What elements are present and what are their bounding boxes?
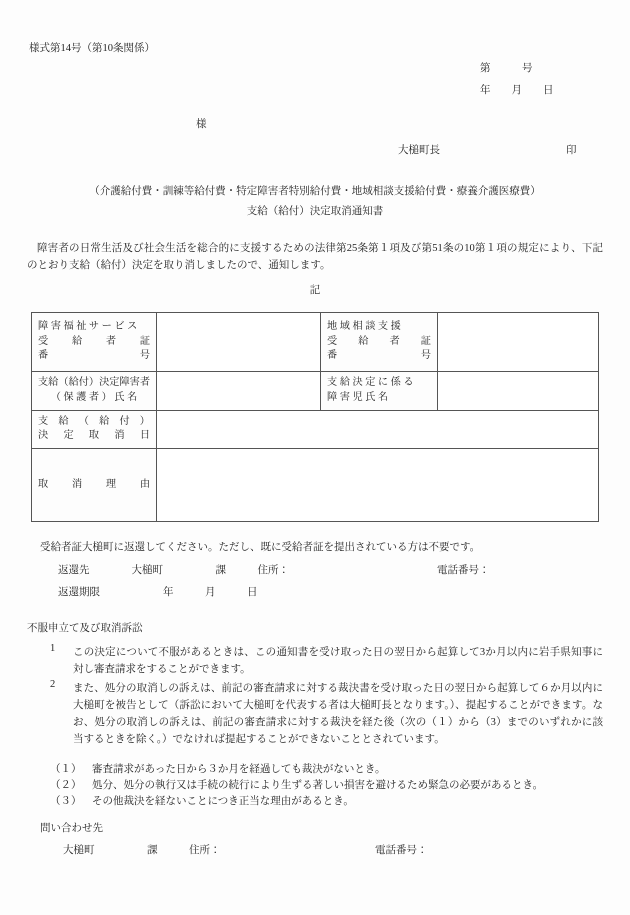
- appeal-sub-item-2: [50, 781, 543, 792]
- label-cancel-date-l2e: 日: [139, 430, 150, 442]
- ki-marker: 記: [309, 285, 321, 296]
- label-cancel-reason-d: 由: [139, 478, 150, 490]
- label-regional-cert-l3b: 号: [420, 350, 431, 362]
- appeal-sub-item-2-number: （２）: [50, 780, 82, 791]
- label-cancel-reason-a: 取: [38, 478, 49, 490]
- document-title-main: 支給（給付）決定取消通知書: [246, 206, 384, 217]
- cell-label-cancel-date: [32, 410, 157, 449]
- cell-label-child-name: [321, 372, 438, 411]
- label-regional-cert-l2a: 受: [327, 335, 338, 347]
- form-number: 様式第14号（第10条関係）: [29, 43, 155, 54]
- label-regional-cert-l2d: 証: [420, 335, 431, 347]
- appeal-section-heading: 不服申立て及び取消訴訟: [27, 623, 143, 634]
- return-notice-text: 受給者証大槌町に返還してください。ただし、既に受給者証を提出されている方は不要です。: [40, 542, 481, 553]
- label-service-cert-l2c: 者: [105, 335, 117, 347]
- appeal-sub-item-3: [50, 797, 354, 808]
- appeal-item-1-text: この決定について不服があるときは、この通知書を受け取った日の翌日から起算して3か月以内に岩手県知事に対し審査請求をすることができます。: [73, 647, 603, 675]
- label-cancel-date-l1d: 給: [99, 415, 110, 427]
- field-cancel-reason[interactable]: [157, 449, 599, 522]
- addressee-honorific: 様: [196, 119, 207, 130]
- label-cancel-date-l2c: 取: [88, 430, 100, 442]
- label-regional-cert-line1: 地 域 相 談 支 援: [327, 320, 401, 332]
- contact-phone-label: 電話番号：: [375, 845, 428, 856]
- appeal-sub-item-3-text: その他裁決を経ないことにつき正当な理由があるとき。: [92, 796, 354, 807]
- field-recipient-name[interactable]: [157, 372, 321, 411]
- label-cancel-date-l2b: 定: [63, 430, 74, 442]
- table-row: [32, 313, 599, 372]
- cell-label-service-cert: [32, 313, 157, 372]
- label-service-cert-l2a: 受: [38, 335, 49, 347]
- appeal-sub-item-1-text: 審査請求があった日から３か月を経過しても裁決がないとき。: [92, 764, 386, 775]
- label-cancel-date-l2a: 決: [38, 430, 49, 442]
- cell-label-regional-cert: [321, 313, 438, 372]
- appeal-item-2-text: また、処分の取消しの訴えは、前記の審査請求に対する裁決書を受け取った日の翌日から起算して６か月以内に大槌町を被告として（訴訟において大槌町を代表する者は大槌町長となります。）、提起することができます。なお、処分の取消しの訴えは、前記の審査請求に対する裁決を経た後（次の（１）から（3）までのいずれかに該当するときを除く。）でなければ提起することができないこととされています。: [73, 683, 603, 745]
- issuer-name: 大槌町長: [398, 145, 440, 156]
- document-title-subtypes: （介護給付費・訓練等給付費・特定障害者特別給付費・地域相談支援給付費・療養介護医療費）: [89, 186, 541, 197]
- label-recipient-name-line1: 支給（給付）決定障害者: [38, 377, 151, 388]
- field-service-cert-number[interactable]: [157, 313, 321, 372]
- table-row: [32, 410, 599, 449]
- label-cancel-reason-b: 消: [71, 478, 83, 490]
- label-cancel-date-l1a: 支: [38, 415, 49, 427]
- label-regional-cert-l2b: 給: [358, 335, 369, 347]
- field-regional-cert-number[interactable]: [438, 313, 599, 372]
- field-child-name[interactable]: [438, 372, 599, 411]
- appeal-sub-item-1: [50, 765, 385, 776]
- appeal-item-2-number: 2: [50, 679, 56, 690]
- decision-details-table: [31, 312, 599, 522]
- label-cancel-reason-c: 理: [105, 478, 117, 490]
- return-destination-line: 返還先 大槌町 課 住所：: [58, 565, 289, 576]
- appeal-sub-item-3-number: （３）: [50, 796, 82, 807]
- document-date-line: 年 月 日: [480, 85, 554, 96]
- label-cancel-date-l1f: ）: [139, 415, 150, 427]
- contact-office-line: 大槌町 課 住所：: [63, 845, 221, 856]
- document-number-line: 第 号: [480, 63, 533, 74]
- label-cancel-date-l2d: 消: [114, 430, 125, 442]
- field-cancel-date[interactable]: [157, 410, 599, 449]
- label-cancel-date-l1c: （: [78, 415, 89, 427]
- appeal-sub-item-1-number: （１）: [50, 764, 82, 775]
- intro-paragraph: 障害者の日常生活及び社会生活を総合的に支援するための法律第25条第１項及び第51条の10第１項の規定により、下記のとおり支給（給付）決定を取り消しましたので、通知します。: [27, 243, 603, 271]
- label-child-name-line1: 支 給 決 定 に 係 る: [327, 377, 414, 388]
- label-child-name-line2: 障 害 児 氏 名: [327, 391, 389, 403]
- contact-heading: 問い合わせ先: [40, 823, 103, 834]
- appeal-sub-item-2-text: 処分、処分の執行又は手続の続行により生ずる著しい損害を避けるため緊急の必要があるとき。: [92, 780, 544, 791]
- seal-mark: 印: [566, 145, 577, 156]
- table-row: [32, 372, 599, 411]
- cell-label-cancel-reason: [32, 449, 157, 522]
- label-recipient-name-line2: （ 保 護 者 ） 氏 名: [50, 391, 138, 403]
- label-regional-cert-l2c: 者: [389, 335, 400, 347]
- label-regional-cert-l3a: 番: [327, 350, 338, 362]
- label-service-cert-l3a: 番: [38, 350, 49, 362]
- table-row: [32, 449, 599, 522]
- return-phone-label: 電話番号：: [437, 565, 490, 576]
- cell-label-recipient-name: [32, 372, 157, 411]
- label-service-cert-line1: 障 害 福 祉 サ ー ビ ス: [38, 320, 138, 332]
- label-service-cert-l3b: 号: [139, 350, 150, 362]
- label-service-cert-l2d: 証: [139, 335, 150, 347]
- return-deadline-line: 返還期限 年 月 日: [58, 587, 258, 598]
- label-cancel-date-l1e: 付: [119, 415, 130, 427]
- label-cancel-date-l1b: 給: [58, 415, 69, 427]
- label-service-cert-l2b: 給: [71, 335, 83, 347]
- appeal-item-1-number: 1: [50, 643, 56, 654]
